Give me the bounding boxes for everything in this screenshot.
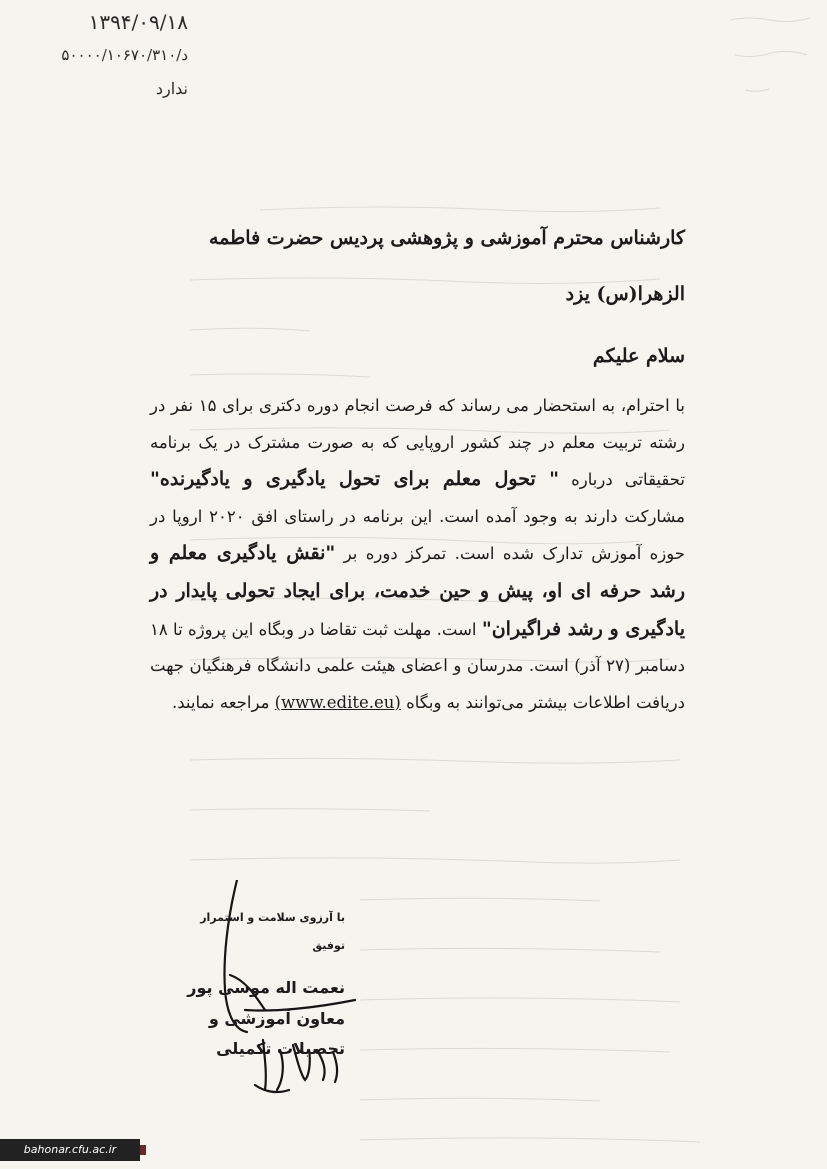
- letter-greeting: سلام علیکم: [592, 345, 685, 367]
- site-watermark: bahonar.cfu.ac.ir: [0, 1139, 140, 1161]
- letter-number: د/۵۰۰۰۰/۱۰۶۷۰/۳۱۰: [61, 46, 188, 64]
- letter-paragraph: [150, 388, 685, 721]
- website-link[interactable]: (www.edite.eu): [274, 692, 401, 712]
- program-title: " تحول معلم برای تحول یادگیری و یادگیرنده": [150, 468, 560, 491]
- closing-block: [175, 904, 345, 1064]
- signer-title: معاون آموزشی و تحصیلات تکمیلی: [208, 1009, 345, 1058]
- letter-attachment: ندارد: [155, 79, 188, 98]
- body-part-4: مراجعه نمایند.: [172, 692, 270, 712]
- letter-meta: [28, 6, 188, 105]
- body-part-1: با احترام، به استحضار می رساند که فرصت انجام دوره دکتری برای ۱۵ نفر در رشته تربیت معلم در چند کشور اروپایی که به صورت مشترک در یک برنامه تحقیقاتی درباره: [150, 396, 685, 490]
- focus-title: "نقش یادگیری معلم و رشد حرفه ای او، پیش و حین خدمت، برای ایجاد تحولی پایدار در یادگیری و رشد فراگیران": [150, 542, 686, 640]
- body-part-2: مشارکت دارند به وجود آمده است. این برنامه در راستای افق ۲۰۲۰ اروپا در حوزه آموزش تدارک شده است. تمرکز دوره بر: [150, 506, 685, 564]
- watermark-accent: [140, 1145, 146, 1155]
- letter-recipient: کارشناس محترم آموزشی و پژوهشی پردیس حضرت فاطمه الزهرا(س) یزد: [208, 227, 685, 305]
- body-part-3: است. مهلت ثبت تقاضا در وبگاه این پروژه تا ۱۸ دسامبر (۲۷ آذر) است. مدرسان و اعضای هیئت علمی دانشگاه فرهنگیان جهت دریافت اطلاعات بیشتر می‌توانند به وبگاه: [150, 619, 685, 712]
- letter-date: ۱۳۹۴/۰۹/۱۸: [88, 10, 188, 34]
- closing-wish: با آرزوی سلامت و استمرار توفیق: [200, 911, 345, 952]
- signer-name: نعمت اله موسی پور: [187, 978, 345, 997]
- letter-body-block: [150, 210, 685, 721]
